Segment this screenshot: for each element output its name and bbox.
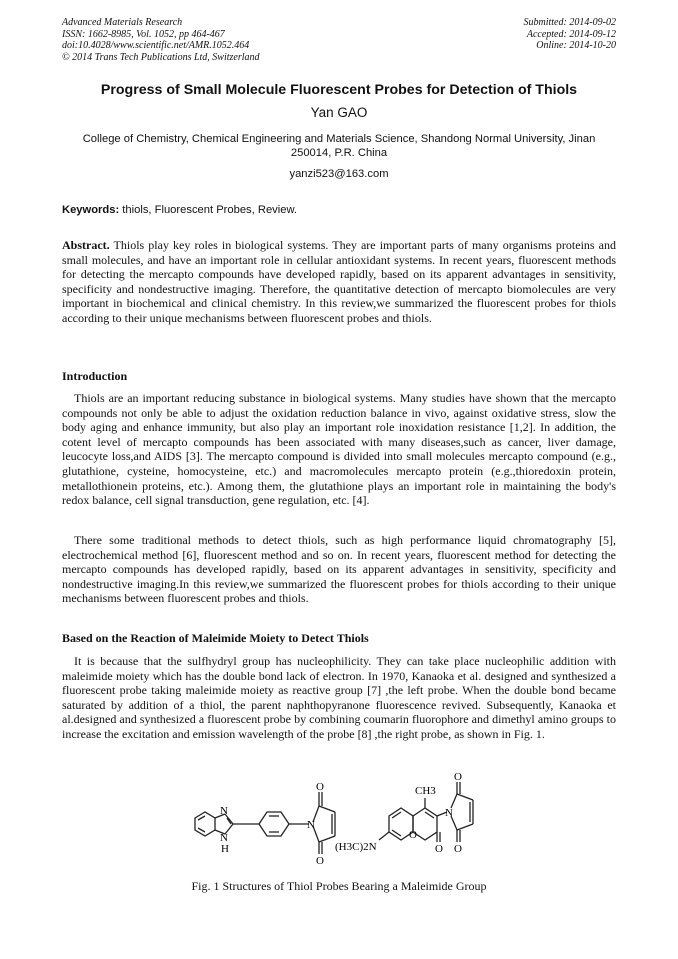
dimethylamino-label: (H3C)2N: [335, 841, 377, 853]
left-maleimide-n-label: N: [307, 819, 315, 831]
left-maleimide-o-top-label: O: [316, 781, 324, 793]
copyright-line: © 2014 Trans Tech Publications Ltd, Switzerland: [62, 51, 260, 63]
paper-title: Progress of Small Molecule Fluorescent Probes for Detection of Thiols: [100, 82, 578, 98]
journal-header-left: [62, 17, 260, 63]
right-maleimide-n-label: N: [445, 807, 453, 819]
right-maleimide-o-top-label: O: [454, 771, 462, 783]
introduction-heading: Introduction: [62, 369, 128, 383]
author-email: yanzi523@163.com: [289, 168, 389, 180]
accepted-date: Accepted: 2014-09-12: [526, 28, 616, 40]
online-date: Online: 2014-10-20: [536, 40, 616, 51]
abstract-text: Thiols play key roles in biological systems. They are important parts of many organisms proteins and small molecules, and have an important role in cellular antioxidant systems. In recent years, fluorescent methods for detecting the mercapto compounds have developed rapidly, based on its apparent advantages in sensitivity, specificity and nondestructive imaging. Therefore, the quantitative detection of mercapto biomolecules are very important in biochemical and clinical chemistry. In this review,we summarized the fluorescent probes for thiols according to their unique mechanisms between fluorescent probes and thiols.: [62, 238, 616, 325]
introduction-paragraph-1: Thiols are an important reducing substance in biological systems. Many studies have shown that the mercapto compounds not only be able to adjust the oxidation reduction balance in vivo, against oxidative stress, slow the body aging and enhance immunity, but also play an important role inoxidation resistance [1,2]. In addition, the cotent level of mercapto compounds has been associated with many diseases,such as cancer, liver damage, leucocyte loss,and AIDS [3]. The mercapto compound is divided into small molecules mercapto compound (e.g., glutathione, cysteine, homocysteine, etc.) and macromolecules mercapto protein (e.g.,thioredoxin protein, metallothionein proteins, etc.). Among them, the glutathione plays an important role in maintaining the body's redox balance, cell signal transduction, gene regulation, etc. [4].: [62, 391, 616, 508]
doi-line: doi:10.4028/www.scientific.net/AMR.1052.464: [62, 40, 250, 51]
keywords: [62, 204, 616, 216]
section-maleimide-heading: Based on the Reaction of Maleimide Moiety to Detect Thiols: [62, 631, 369, 645]
benzimidazole-n-label: N: [220, 805, 228, 817]
introduction-paragraph-2: There some traditional methods to detect thiols, such as high performance liquid chromatography [5], electrochemical method [6], fluorescent method and so on. In recent years, fluorescent method for detecting the mercapto compounds has developed rapidly, based on its apparent advantages in sensitivity, specificity and nondestructive imaging.In this review,we summarized the fluorescent probes for thiols according to their unique mechanisms between fluorescent probes and thiols.: [62, 533, 616, 606]
author-name: Yan GAO: [310, 105, 368, 120]
abstract: [62, 238, 616, 326]
thiol-probe-structures-figure: [185, 770, 505, 870]
benzimidazole-h-label: H: [221, 843, 229, 855]
coumarin-carbonyl-o-label: O: [435, 843, 443, 855]
figure-caption: Fig. 1 Structures of Thiol Probes Bearing a Maleimide Group: [191, 879, 487, 893]
coumarin-ring-o-label: O: [409, 829, 417, 841]
methyl-group-label: CH3: [415, 785, 436, 797]
issn-line: ISSN: 1662-8985, Vol. 1052, pp 464-467: [62, 28, 225, 40]
affiliation: College of Chemistry, Chemical Engineering and Materials Science, Shandong Normal University, Jinan 250014, P.R. China: [82, 133, 596, 159]
submitted-date: Submitted: 2014-09-02: [523, 17, 616, 28]
keywords-label: Keywords:: [62, 204, 120, 216]
keywords-text: thiols, Fluorescent Probes, Review.: [119, 204, 298, 216]
abstract-label: Abstract.: [62, 238, 110, 252]
journal-header-right: [524, 17, 617, 52]
left-maleimide-o-bottom-label: O: [316, 855, 324, 867]
right-maleimide-o-bottom-label: O: [454, 843, 462, 855]
section-maleimide-paragraph: It is because that the sulfhydryl group has nucleophilicity. They can take place nucleophilic addition with maleimide moiety which has the double bond lack of electron. In 1970, Kanaoka et al. designed and synthesized a fluorescent probe taking maleimide moiety as reactive group [7] ,the left probe. When the double bond became saturated by addition of a thiol, the parent naphthopyranone fluorescence revived. Subsequently, Kanaoka et al.designed and synthesized a fluorescent probe by combining coumarin fluorophore and dimethyl amino groups to increase the excitation and emission wavelength of the probe [8] ,the right probe, as shown in Fig. 1.: [62, 654, 616, 741]
journal-name: Advanced Materials Research: [62, 17, 183, 28]
benzimidazole-nh-label: N: [220, 832, 228, 844]
